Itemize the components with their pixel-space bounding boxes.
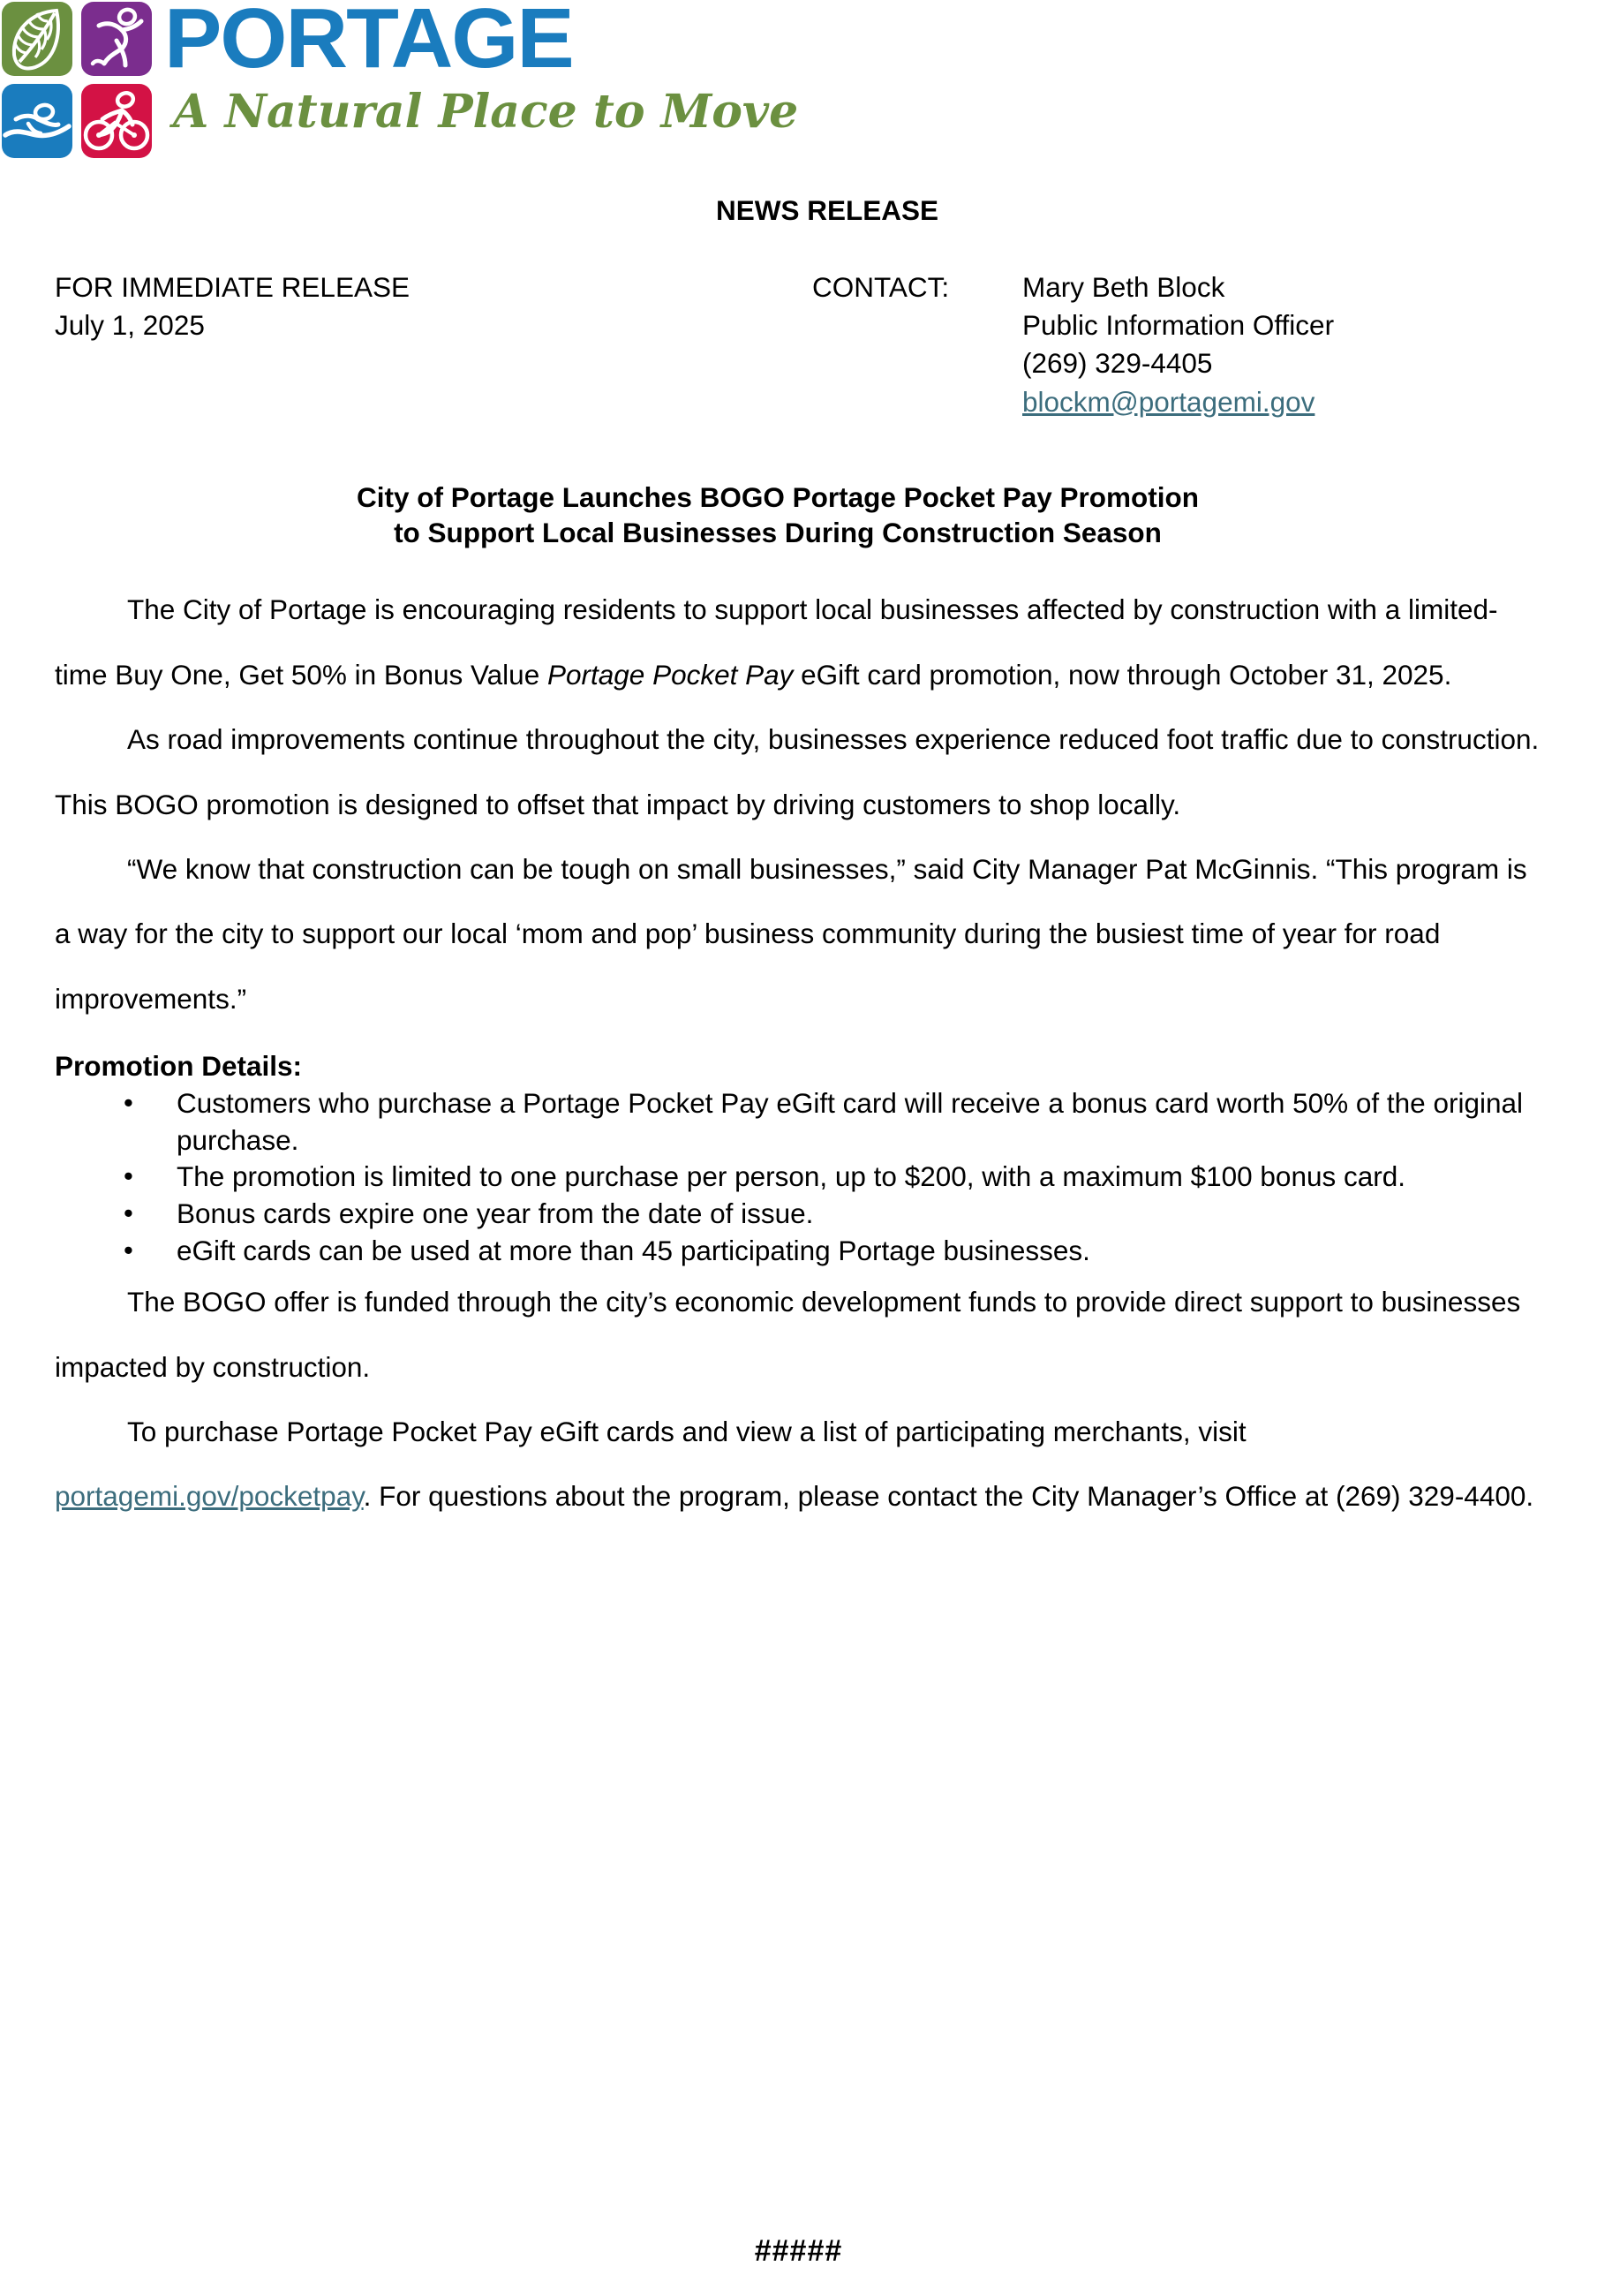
pocketpay-website-link[interactable]: portagemi.gov/pocketpay [55, 1480, 364, 1513]
logo-tagline: A Natural Place to Move [173, 85, 799, 139]
paragraph-4: The BOGO offer is funded through the city’s economic development funds to provide direct support to businesses impacted by construction. [55, 1286, 1521, 1383]
list-item [55, 1159, 1547, 1196]
headline-line-2: to Support Local Businesses During Construction Season [394, 517, 1162, 549]
swimmer-icon [2, 84, 72, 158]
logo-icon-tiles [2, 2, 154, 159]
bullet-icon: • [124, 1160, 133, 1192]
paragraph-1-italic-brand: Portage Pocket Pay [546, 658, 794, 691]
list-item [55, 1085, 1547, 1159]
list-item [55, 1233, 1547, 1270]
logo-wordmark: PORTAGE [164, 0, 573, 86]
contact-role: Public Information Officer [1022, 309, 1335, 342]
contact-email-link[interactable]: blockm@portagemi.gov [1022, 385, 1315, 418]
list-item-text: Bonus cards expire one year from the date of issue. [177, 1197, 814, 1230]
paragraph-1-part-a: The City of Portage is encouraging residents to support local businesses affected by construction with a limited-time Buy One, Get 50% in Bonus Value [55, 593, 1498, 691]
list-item-text: The promotion is limited to one purchase per person, up to $200, with a maximum $100 bonus card. [177, 1160, 1406, 1193]
release-date: July 1, 2025 [55, 309, 205, 342]
list-item [55, 1196, 1547, 1233]
release-contact-block [55, 271, 1547, 424]
release-date-block [55, 271, 812, 424]
paragraph-1 [55, 578, 1547, 707]
portage-logo [0, 0, 799, 161]
cyclist-icon [81, 84, 152, 158]
press-release-headline [55, 480, 1547, 551]
headline-line-1: City of Portage Launches BOGO Portage Pocket Pay Promotion [357, 480, 1199, 513]
list-item-text: Customers who purchase a Portage Pocket Pay eGift card will receive a bonus card worth 50% of the original purchase. [177, 1086, 1524, 1156]
bullet-icon: • [124, 1086, 133, 1118]
promotion-details-list [55, 1085, 1547, 1270]
contact-phone: (269) 329-4405 [1022, 347, 1213, 380]
news-release-heading: NEWS RELEASE [715, 194, 939, 226]
runner-icon [81, 2, 152, 76]
document-body [55, 194, 1547, 1529]
bullet-icon: • [124, 1197, 133, 1229]
promotion-details-heading: Promotion Details: [55, 1050, 303, 1083]
immediate-release-label: FOR IMMEDIATE RELEASE [55, 271, 410, 304]
paragraph-1-part-b: eGift card promotion, now through October 31, 2025. [793, 658, 1452, 691]
contact-details [1022, 271, 1334, 424]
bullet-icon: • [124, 1235, 133, 1266]
end-marker: ##### [754, 2234, 843, 2268]
leaf-icon [2, 2, 72, 76]
list-item-text: eGift cards can be used at more than 45 participating Portage businesses. [177, 1235, 1090, 1267]
paragraph-2: As road improvements continue throughout the city, businesses experience reduced foot traffic due to construction. This BOGO promotion is designed to offset that impact by driving customers to shop locally. [55, 723, 1540, 820]
paragraph-5 [55, 1400, 1547, 1529]
paragraph-3-quote: “We know that construction can be tough on small businesses,” said City Manager Pat McGinnis. “This program is a way for the city to support our local ‘mom and pop’ business community during the busiest time of year for road improvements.” [55, 852, 1527, 1015]
contact-label: CONTACT: [812, 271, 950, 304]
paragraph-5-part-b: . For questions about the program, please contact the City Manager’s Office at (269) 329-4400. [363, 1480, 1534, 1513]
paragraph-5-part-a: To purchase Portage Pocket Pay eGift cards and view a list of participating merchants, visit [127, 1415, 1247, 1447]
contact-name: Mary Beth Block [1022, 271, 1225, 304]
